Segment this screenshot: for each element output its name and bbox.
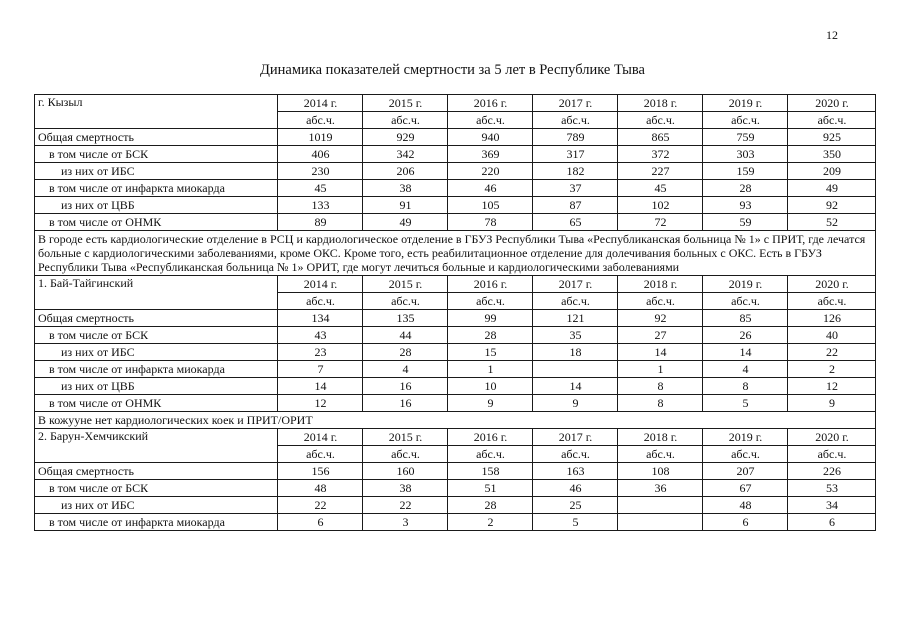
value-cell: 372 <box>618 146 703 163</box>
year-header: 2018 г. <box>618 95 703 112</box>
table-row <box>35 146 876 163</box>
value-cell: 940 <box>448 129 533 146</box>
value-cell: 48 <box>703 497 788 514</box>
value-cell: 1019 <box>278 129 363 146</box>
value-cell: 159 <box>703 163 788 180</box>
value-cell <box>618 514 703 531</box>
value-cell: 14 <box>278 378 363 395</box>
value-cell: 4 <box>363 361 448 378</box>
value-cell: 158 <box>448 463 533 480</box>
value-cell: 9 <box>788 395 876 412</box>
value-cell: 22 <box>278 497 363 514</box>
value-cell: 72 <box>618 214 703 231</box>
table-row <box>35 163 876 180</box>
value-cell: 92 <box>618 310 703 327</box>
row-label: из них от ЦВБ <box>35 378 278 395</box>
value-cell: 16 <box>363 378 448 395</box>
document-title: Динамика показателей смертности за 5 лет в Республике Тыва <box>260 62 645 78</box>
row-label: в том числе от БСК <box>35 146 278 163</box>
row-label: из них от ИБС <box>35 497 278 514</box>
value-cell: 5 <box>703 395 788 412</box>
unit-header: абс.ч. <box>278 112 363 129</box>
row-label: из них от ЦВБ <box>35 197 278 214</box>
value-cell: 160 <box>363 463 448 480</box>
row-label: в том числе от ОНМК <box>35 214 278 231</box>
value-cell: 369 <box>448 146 533 163</box>
section-note: В кожууне нет кардиологических коек и ПРИТ/ОРИТ <box>35 412 876 429</box>
year-header: 2020 г. <box>788 95 876 112</box>
value-cell: 135 <box>363 310 448 327</box>
year-header: 2020 г. <box>788 429 876 446</box>
value-cell: 8 <box>618 395 703 412</box>
value-cell <box>618 497 703 514</box>
value-cell: 108 <box>618 463 703 480</box>
value-cell: 37 <box>533 180 618 197</box>
year-header: 2014 г. <box>278 95 363 112</box>
value-cell: 78 <box>448 214 533 231</box>
unit-header: абс.ч. <box>363 112 448 129</box>
year-header: 2019 г. <box>703 276 788 293</box>
table-row <box>35 378 876 395</box>
value-cell: 1 <box>618 361 703 378</box>
value-cell: 206 <box>363 163 448 180</box>
year-header: 2016 г. <box>448 95 533 112</box>
year-header: 2016 г. <box>448 429 533 446</box>
table-row <box>35 180 876 197</box>
note-row <box>35 231 876 276</box>
value-cell: 14 <box>618 344 703 361</box>
row-label: в том числе от ОНМК <box>35 395 278 412</box>
value-cell: 27 <box>618 327 703 344</box>
unit-header: абс.ч. <box>703 112 788 129</box>
row-label: в том числе от БСК <box>35 480 278 497</box>
section-name: 2. Барун-Хемчикский <box>35 429 278 463</box>
value-cell: 133 <box>278 197 363 214</box>
value-cell: 226 <box>788 463 876 480</box>
value-cell: 6 <box>278 514 363 531</box>
value-cell: 102 <box>618 197 703 214</box>
row-label: в том числе от инфаркта миокарда <box>35 180 278 197</box>
value-cell: 91 <box>363 197 448 214</box>
unit-header: абс.ч. <box>703 446 788 463</box>
value-cell: 38 <box>363 180 448 197</box>
value-cell: 156 <box>278 463 363 480</box>
table-row <box>35 197 876 214</box>
value-cell: 406 <box>278 146 363 163</box>
value-cell: 44 <box>363 327 448 344</box>
unit-header: абс.ч. <box>788 293 876 310</box>
value-cell: 18 <box>533 344 618 361</box>
value-cell: 10 <box>448 378 533 395</box>
value-cell: 865 <box>618 129 703 146</box>
section-name: 1. Бай-Тайгинский <box>35 276 278 310</box>
value-cell: 45 <box>278 180 363 197</box>
value-cell: 22 <box>363 497 448 514</box>
value-cell: 342 <box>363 146 448 163</box>
value-cell: 163 <box>533 463 618 480</box>
value-cell: 317 <box>533 146 618 163</box>
value-cell: 14 <box>703 344 788 361</box>
table-row <box>35 327 876 344</box>
value-cell: 6 <box>703 514 788 531</box>
value-cell: 92 <box>788 197 876 214</box>
value-cell: 49 <box>788 180 876 197</box>
mortality-table <box>34 94 876 531</box>
row-label: в том числе от инфаркта миокарда <box>35 361 278 378</box>
value-cell: 48 <box>278 480 363 497</box>
value-cell: 350 <box>788 146 876 163</box>
value-cell: 8 <box>703 378 788 395</box>
section-note: В городе есть кардиологические отделение в РСЦ и кардиологическое отделение в ГБУЗ Республики Тыва «Республиканская больница № 1» с ПРИТ, где лечатся больные с кардиологическими заболеваниями, кроме ОКС. Кроме того, есть реабилитационное отделение для долечивания больных с ОКС. Есть в ГБУЗ Республики Тыва «Республиканская больница № 1» ОРИТ, где могут лечиться больные и кардиологическими заболеваниями <box>35 231 876 276</box>
value-cell: 4 <box>703 361 788 378</box>
value-cell: 45 <box>618 180 703 197</box>
value-cell: 93 <box>703 197 788 214</box>
value-cell: 26 <box>703 327 788 344</box>
row-label: из них от ИБС <box>35 163 278 180</box>
year-header: 2015 г. <box>363 276 448 293</box>
value-cell: 789 <box>533 129 618 146</box>
value-cell: 52 <box>788 214 876 231</box>
table-row <box>35 129 876 146</box>
value-cell: 53 <box>788 480 876 497</box>
value-cell: 230 <box>278 163 363 180</box>
value-cell: 126 <box>788 310 876 327</box>
unit-header: абс.ч. <box>788 446 876 463</box>
section-header-row <box>35 276 876 293</box>
value-cell: 5 <box>533 514 618 531</box>
value-cell: 99 <box>448 310 533 327</box>
value-cell: 28 <box>363 344 448 361</box>
value-cell: 759 <box>703 129 788 146</box>
note-row <box>35 412 876 429</box>
unit-header: абс.ч. <box>618 293 703 310</box>
unit-header: абс.ч. <box>363 293 448 310</box>
value-cell: 209 <box>788 163 876 180</box>
value-cell: 9 <box>448 395 533 412</box>
page-number: 12 <box>826 28 838 42</box>
value-cell: 105 <box>448 197 533 214</box>
year-header: 2014 г. <box>278 429 363 446</box>
unit-header: абс.ч. <box>533 446 618 463</box>
unit-header: абс.ч. <box>448 293 533 310</box>
value-cell: 15 <box>448 344 533 361</box>
value-cell: 87 <box>533 197 618 214</box>
value-cell: 182 <box>533 163 618 180</box>
year-header: 2019 г. <box>703 95 788 112</box>
unit-header: абс.ч. <box>618 112 703 129</box>
table-row <box>35 361 876 378</box>
table-row <box>35 310 876 327</box>
table-row <box>35 497 876 514</box>
value-cell: 925 <box>788 129 876 146</box>
year-header: 2015 г. <box>363 95 448 112</box>
value-cell: 28 <box>448 497 533 514</box>
value-cell: 303 <box>703 146 788 163</box>
table-row <box>35 480 876 497</box>
unit-header: абс.ч. <box>703 293 788 310</box>
unit-header: абс.ч. <box>533 293 618 310</box>
value-cell: 12 <box>278 395 363 412</box>
year-header: 2018 г. <box>618 429 703 446</box>
unit-header: абс.ч. <box>618 446 703 463</box>
value-cell: 25 <box>533 497 618 514</box>
section-name: г. Кызыл <box>35 95 278 129</box>
value-cell: 28 <box>703 180 788 197</box>
unit-header: абс.ч. <box>363 446 448 463</box>
value-cell: 46 <box>448 180 533 197</box>
value-cell: 49 <box>363 214 448 231</box>
value-cell: 46 <box>533 480 618 497</box>
table-row <box>35 344 876 361</box>
value-cell: 121 <box>533 310 618 327</box>
value-cell: 8 <box>618 378 703 395</box>
value-cell: 23 <box>278 344 363 361</box>
unit-header: абс.ч. <box>278 446 363 463</box>
table-row <box>35 514 876 531</box>
value-cell: 929 <box>363 129 448 146</box>
year-header: 2015 г. <box>363 429 448 446</box>
value-cell: 59 <box>703 214 788 231</box>
year-header: 2018 г. <box>618 276 703 293</box>
unit-header: абс.ч. <box>448 112 533 129</box>
value-cell: 89 <box>278 214 363 231</box>
value-cell: 34 <box>788 497 876 514</box>
table-row <box>35 214 876 231</box>
row-label: в том числе от БСК <box>35 327 278 344</box>
value-cell: 220 <box>448 163 533 180</box>
year-header: 2020 г. <box>788 276 876 293</box>
value-cell: 40 <box>788 327 876 344</box>
value-cell: 22 <box>788 344 876 361</box>
year-header: 2017 г. <box>533 95 618 112</box>
value-cell: 1 <box>448 361 533 378</box>
row-label: Общая смертность <box>35 129 278 146</box>
value-cell: 51 <box>448 480 533 497</box>
year-header: 2016 г. <box>448 276 533 293</box>
value-cell: 3 <box>363 514 448 531</box>
year-header: 2017 г. <box>533 429 618 446</box>
row-label: в том числе от инфаркта миокарда <box>35 514 278 531</box>
row-label: Общая смертность <box>35 310 278 327</box>
value-cell <box>533 361 618 378</box>
section-header-row <box>35 429 876 446</box>
year-header: 2014 г. <box>278 276 363 293</box>
value-cell: 6 <box>788 514 876 531</box>
value-cell: 12 <box>788 378 876 395</box>
unit-header: абс.ч. <box>533 112 618 129</box>
value-cell: 43 <box>278 327 363 344</box>
value-cell: 207 <box>703 463 788 480</box>
year-header: 2017 г. <box>533 276 618 293</box>
unit-header: абс.ч. <box>278 293 363 310</box>
value-cell: 134 <box>278 310 363 327</box>
value-cell: 2 <box>448 514 533 531</box>
value-cell: 38 <box>363 480 448 497</box>
value-cell: 14 <box>533 378 618 395</box>
row-label: Общая смертность <box>35 463 278 480</box>
table-row <box>35 395 876 412</box>
value-cell: 65 <box>533 214 618 231</box>
year-header: 2019 г. <box>703 429 788 446</box>
unit-header: абс.ч. <box>448 446 533 463</box>
table-row <box>35 463 876 480</box>
value-cell: 67 <box>703 480 788 497</box>
value-cell: 35 <box>533 327 618 344</box>
value-cell: 227 <box>618 163 703 180</box>
unit-header: абс.ч. <box>788 112 876 129</box>
value-cell: 7 <box>278 361 363 378</box>
section-header-row <box>35 95 876 112</box>
value-cell: 36 <box>618 480 703 497</box>
value-cell: 9 <box>533 395 618 412</box>
value-cell: 2 <box>788 361 876 378</box>
row-label: из них от ИБС <box>35 344 278 361</box>
value-cell: 28 <box>448 327 533 344</box>
value-cell: 16 <box>363 395 448 412</box>
value-cell: 85 <box>703 310 788 327</box>
